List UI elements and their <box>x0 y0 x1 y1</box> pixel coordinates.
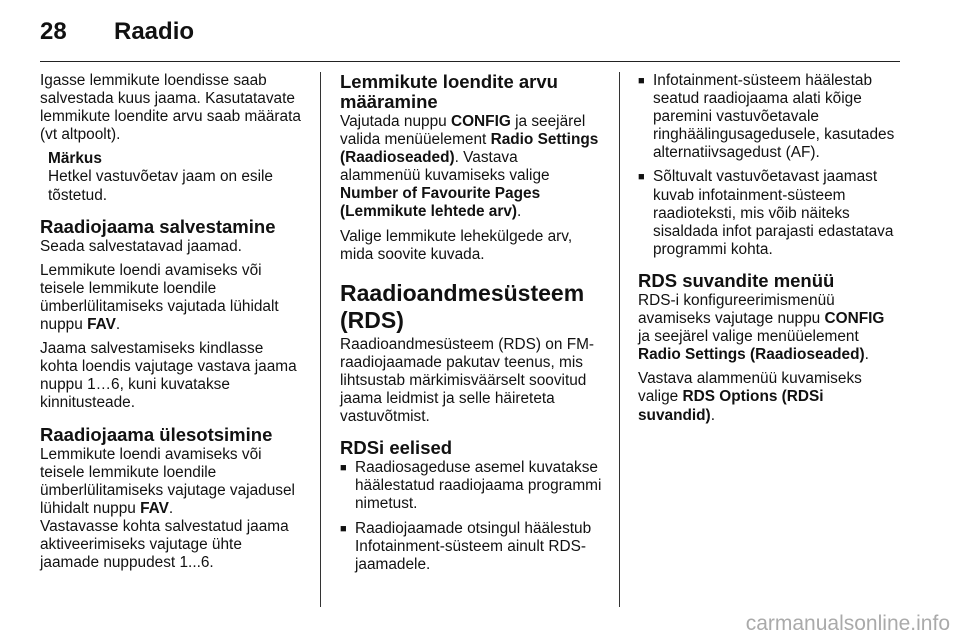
advantages-list <box>340 459 602 574</box>
count-text-c: . Vastava alammenüü kuvamiseks valige <box>340 149 550 185</box>
list-item <box>340 520 602 574</box>
watermark: carmanualsonline.info <box>745 612 950 635</box>
rds-paragraph: Raadioandmesüsteem (RDS) on FM-raadiojaamade pakutav teenus, mis lihtsustab märkimisväärselt soovitud jaama leidmist ja selle häireteta vastuvõtmist. <box>340 335 595 426</box>
page-title: Raadio <box>114 18 195 45</box>
note-title: Märkus <box>48 150 102 168</box>
count-text-a: Vajutada nuppu <box>340 113 451 130</box>
list-item <box>638 72 900 162</box>
fav-key: FAV <box>87 316 116 334</box>
list-item-text: Infotainment-süsteem häälestab seatud raadiojaama alati kõige paremini vastuvõetavale ringhäälingusagedusele, kasutades alternatiivsagedust (AF). <box>653 72 895 162</box>
bullet-icon: ■ <box>340 462 347 475</box>
heading-recall-station: Raadiojaama ülesotsimine <box>40 423 273 445</box>
save-paragraph-1: Seada salvestatavad jaamad. <box>40 237 242 255</box>
list-item <box>638 168 900 258</box>
heading-favourites-count: Lemmikute loendite arvu määramine <box>340 71 558 112</box>
note-block <box>48 150 305 204</box>
column-1 <box>40 72 305 578</box>
radio-settings-menu: Radio Settings (Raadioseaded) <box>638 346 865 364</box>
page-header <box>40 18 194 46</box>
bullet-icon: ■ <box>340 522 347 535</box>
menu-text-c: Vastava alammenüü kuvamiseks valige <box>638 370 862 406</box>
page-number: 28 <box>40 18 67 45</box>
note-text: Hetkel vastuvõetav jaam on esile tõstetud. <box>48 168 273 204</box>
save-paragraph-3: Jaama salvestamiseks kindlasse kohta loendis vajutage vastava jaama nuppu 1…6, kuni kuvatakse kinnitusteade. <box>40 340 297 412</box>
save-paragraph-2: Lemmikute loendi avamiseks või teisele lemmikute loendile ümberlülitamiseks vajutada lühidalt nuppu FAV. <box>40 261 279 334</box>
heading-rds: Raadioandmesüsteem (RDS) <box>340 279 585 333</box>
bullet-icon: ■ <box>638 171 645 184</box>
bullet-icon: ■ <box>638 75 645 87</box>
header-rule <box>40 61 900 62</box>
menu-text-b: ja seejärel valige menüüelement <box>638 328 859 346</box>
count-text-b: ja seejärel valida menüüelement <box>340 113 586 149</box>
menu-paragraph-1: RDS-i konfigureerimismenüü avamiseks vajutage nuppu CONFIG ja seejärel valige menüüelement Radio Settings (Raadioseaded). <box>638 291 885 364</box>
count-paragraph-1: Vajutada nuppu CONFIG ja seejärel valida menüüelement Radio Settings (Raadioseaded). Vastava alammenüü kuvamiseks valige Number of Favourite Pages (Lemmikute lehtede arv). <box>340 113 599 221</box>
recall-paragraph-1: Lemmikute loendi avamiseks või teisele lemmikute loendile ümberlülitamiseks vajutage vajadusel lühidalt nuppu FAV. <box>40 445 295 517</box>
list-item-text: Raadiojaamade otsingul häälestub Infotainment-süsteem ainult RDS-jaamadele. <box>355 519 592 573</box>
config-key: CONFIG <box>824 310 885 328</box>
heading-rds-menu: RDS suvandite menüü <box>638 269 835 291</box>
rds-options-menu: RDS Options (RDSi suvandid) <box>638 388 824 424</box>
heading-rds-advantages: RDSi eelised <box>340 437 453 459</box>
advantages-list-continued <box>638 72 900 259</box>
config-key: CONFIG <box>450 113 511 130</box>
list-item-text: Raadiosageduse asemel kuvatakse häälestatud raadiojaama programmi nimetust. <box>355 459 602 513</box>
list-item <box>340 459 602 513</box>
recall-paragraph-1-text: Lemmikute loendi avamiseks või teisele lemmikute loendile ümberlülitamiseks vajutage vajadusel lühidalt nuppu <box>40 445 295 517</box>
column-divider-2 <box>619 72 620 607</box>
fav-key: FAV <box>140 499 169 517</box>
heading-save-station: Raadiojaama salvestamine <box>40 215 276 237</box>
menu-text-a: RDS-i konfigureerimismenüü avamiseks vajutage nuppu <box>638 291 835 328</box>
column-2 <box>340 72 602 580</box>
list-item-text: Sõltuvalt vastuvõetavast jaamast kuvab infotainment-süsteem raadioteksti, mis võib näiteks sisaldada infot parajasti edastatava programmi kohta. <box>653 168 894 258</box>
radio-settings-menu: Radio Settings (Raadioseaded) <box>340 131 599 167</box>
save-paragraph-2-text: Lemmikute loendi avamiseks või teisele lemmikute loendile ümberlülitamiseks vajutada lühidalt nuppu <box>40 261 279 334</box>
favourite-pages-menu: Number of Favourite Pages (Lemmikute lehtede arv) <box>340 185 541 221</box>
menu-paragraph-2: Vastava alammenüü kuvamiseks valige RDS Options (RDSi suvandid). <box>638 370 862 424</box>
column-3 <box>638 72 900 431</box>
column-divider-1 <box>320 72 321 607</box>
intro-paragraph: Igasse lemmikute loendisse saab salvestada kuus jaama. Kasutatavate lemmikute loendite arvu saab määrata (vt altpoolt). <box>40 72 301 144</box>
recall-paragraph-2: Vastavasse kohta salvestatud jaama aktiveerimiseks vajutage ühte jaamade nuppudest 1...6. <box>40 517 289 572</box>
count-paragraph-2: Valige lemmikute lehekülgede arv, mida soovite kuvada. <box>340 227 573 263</box>
